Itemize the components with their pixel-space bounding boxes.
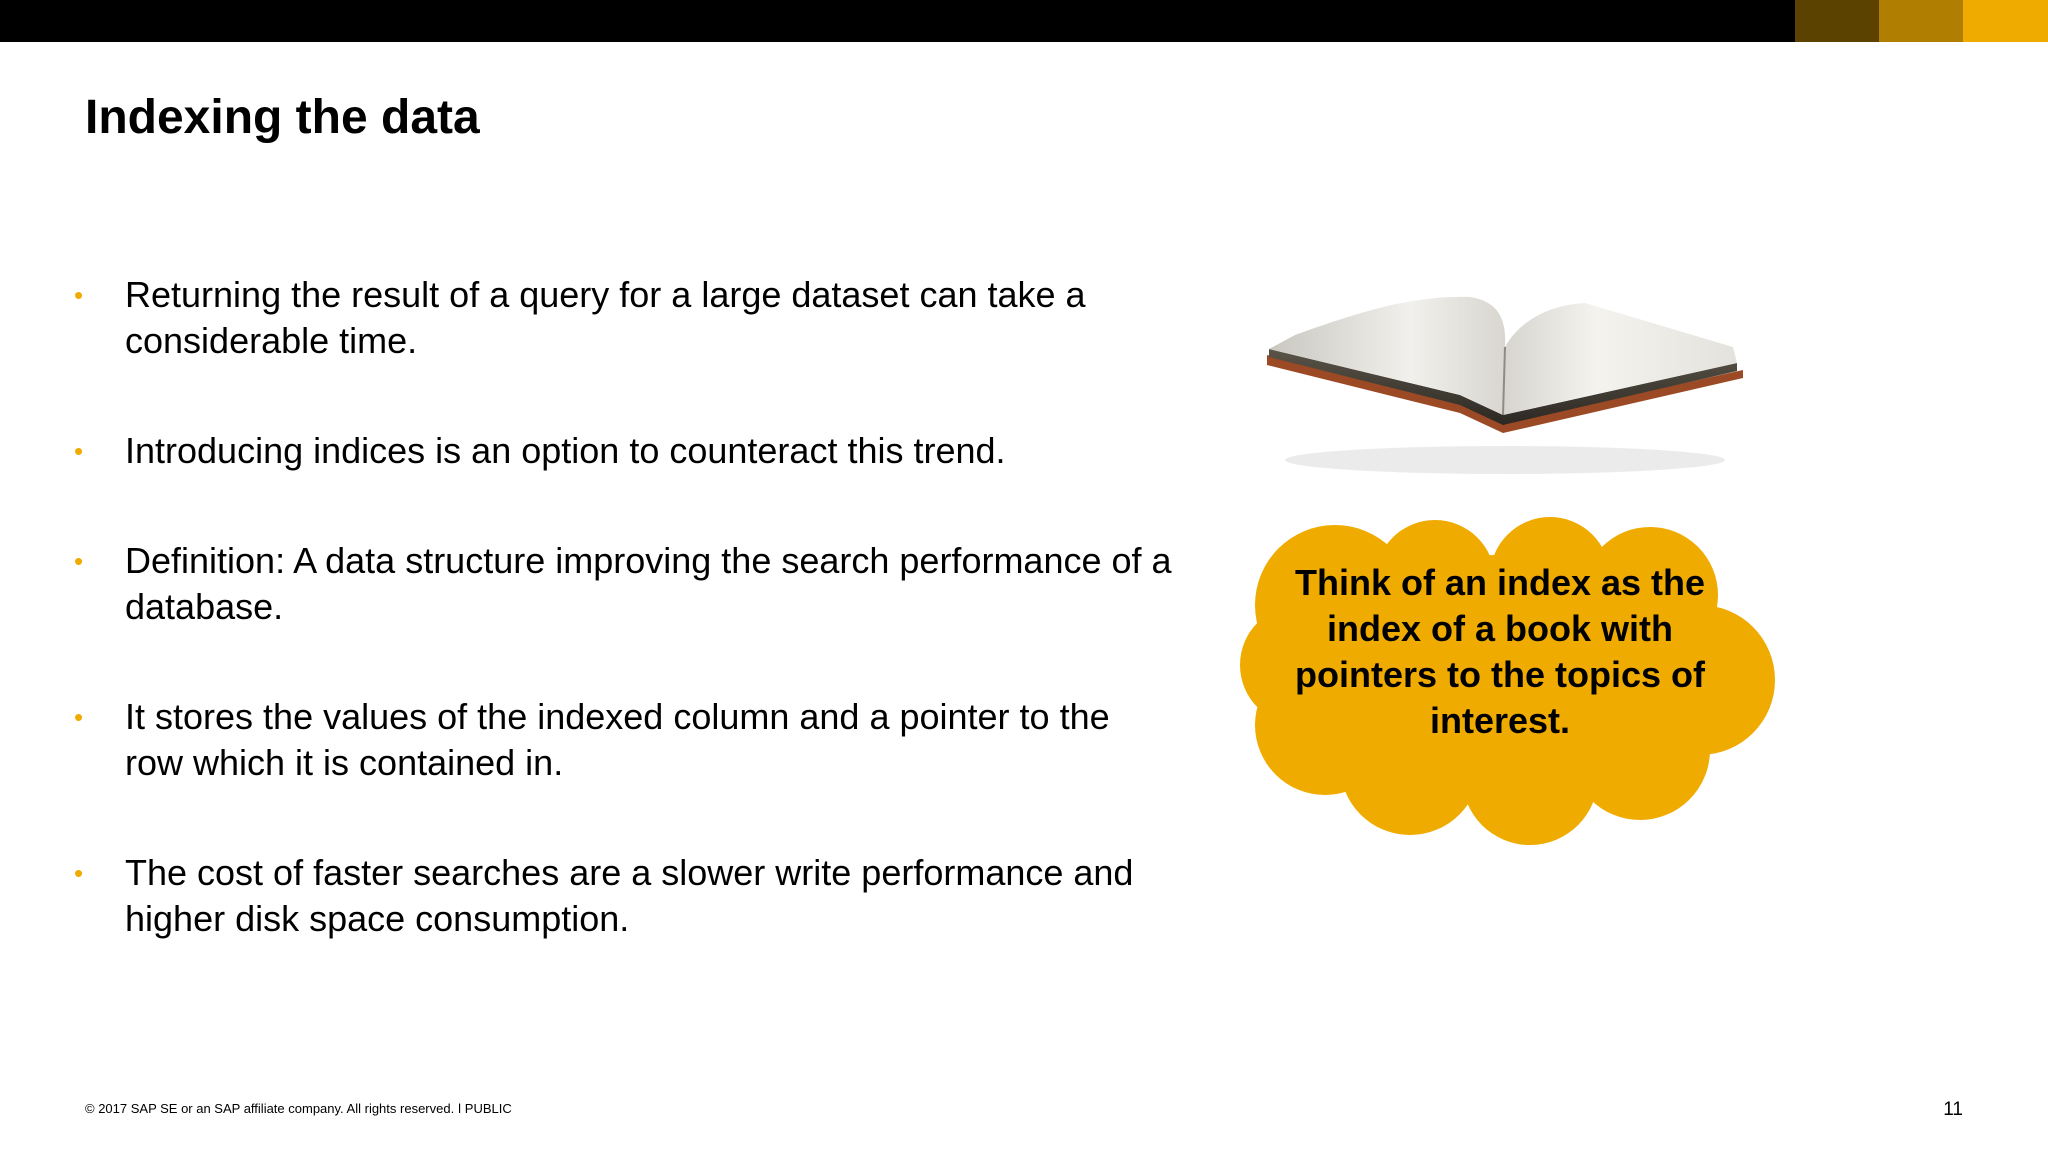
accent-segment-mid [1879, 0, 1963, 42]
bullet-icon: • [74, 546, 84, 576]
slide-title: Indexing the data [85, 91, 480, 144]
bullet-text: Definition: A data structure improving the search performance of a database. [125, 540, 1172, 627]
copyright-footer: © 2017 SAP SE or an SAP affiliate company. All rights reserved. ǀ PUBLIC [85, 1101, 512, 1116]
bullet-icon: • [74, 280, 84, 310]
accent-segment-gold [1963, 0, 2048, 42]
bullet-item [74, 428, 1174, 474]
bullet-item [74, 538, 1174, 630]
bullet-icon: • [74, 858, 84, 888]
bullet-item [74, 272, 1174, 364]
accent-segment-dark [1795, 0, 1879, 42]
page-number: 11 [1943, 1099, 1963, 1120]
bullet-item [74, 850, 1174, 942]
callout-text: Think of an index as the index of a book with pointers to the topics of interest. [1294, 562, 1706, 741]
open-book-icon [1255, 285, 1755, 485]
bullet-icon: • [74, 436, 84, 466]
bullet-text: It stores the values of the indexed column and a pointer to the row which it is contained in. [125, 696, 1110, 783]
bullet-list [74, 272, 1174, 1006]
bullet-text: Returning the result of a query for a large dataset can take a considerable time. [125, 274, 1086, 361]
bullet-icon: • [74, 702, 84, 732]
bullet-text: Introducing indices is an option to counteract this trend. [125, 430, 1006, 471]
top-bar [0, 0, 2048, 42]
bullet-text: The cost of faster searches are a slower write performance and higher disk space consumption. [125, 852, 1134, 939]
bullet-item [74, 694, 1174, 786]
